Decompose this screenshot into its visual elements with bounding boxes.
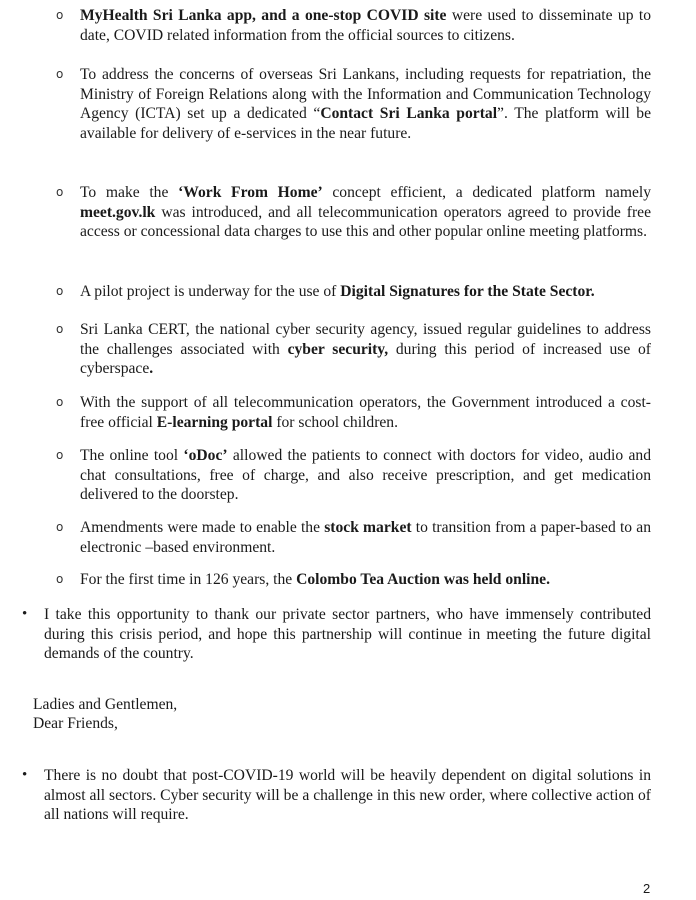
bold-text: MyHealth Sri Lanka app, and a one-stop COVID site (80, 7, 447, 24)
salutation-line-1: Ladies and Gentlemen, (33, 696, 178, 713)
bold-text: meet.gov.lk (80, 203, 156, 221)
body-text: ”. The platform will be available for delivery of e-services in the near future. (80, 105, 652, 142)
body-text: Amendments were made to enable the (80, 519, 325, 536)
hollow-bullet-icon: o (56, 448, 64, 462)
hollow-bullet-icon: o (56, 520, 64, 534)
sub-bullet-item (56, 6, 651, 45)
sub-bullet-item (56, 446, 651, 505)
body-text: to transition from a paper-based to an electronic –based environment. (80, 519, 652, 556)
bold-text: ‘Work From Home’ (178, 184, 323, 201)
hollow-bullet-icon: o (56, 67, 64, 81)
main-bullet-item (22, 766, 651, 825)
bold-text: ‘oDoc’ (183, 447, 228, 464)
bold-text: . (149, 360, 154, 378)
body-text: I take this opportunity to thank our private sector partners, who have immensely contributed during this crisis period, and hope this partnership will continue in meeting the future digital demands of the country. (44, 606, 651, 663)
body-text: were used to disseminate up to date, COVID related information from the official sources to citizens. (80, 7, 651, 44)
main-bullet-item (22, 605, 651, 664)
hollow-bullet-icon: o (56, 395, 64, 409)
hollow-bullet-icon: o (56, 185, 64, 199)
body-text: was introduced, and all telecommunication operators agreed to provide free access or concessional data charges to use this and other popular online meeting platforms. (80, 203, 651, 241)
body-text: The online tool (80, 447, 184, 464)
bold-text: Colombo Tea Auction was held online. (296, 571, 550, 588)
hollow-bullet-icon: o (56, 572, 64, 586)
salutation-line-2: Dear Friends, (33, 715, 118, 732)
body-text: To address the concerns of overseas Sri Lankans, including requests for repatriation, the Ministry of Foreign Relations along with the Information and Communication Technology Agency (ICTA) set up a dedicated “ (80, 66, 651, 123)
body-text: A pilot project is underway for the use of (80, 283, 341, 300)
bullet-icon: • (22, 767, 28, 783)
bold-text: Digital Signatures for the State Sector. (340, 283, 595, 300)
bold-text: Contact Sri Lanka portal (320, 105, 498, 123)
sub-bullet-item (56, 282, 651, 302)
sub-bullet-item (56, 65, 652, 143)
body-text: for school children. (272, 413, 399, 431)
hollow-bullet-icon: o (56, 284, 64, 298)
body-text: concept efficient, a dedicated platform namely (322, 184, 651, 201)
hollow-bullet-icon: o (56, 8, 64, 22)
hollow-bullet-icon: o (56, 322, 64, 336)
sub-bullet-item (56, 393, 651, 432)
body-text: There is no doubt that post-COVID-19 world will be heavily dependent on digital solutions in almost all sectors. Cyber security will be a challenge in this new order, where collective action of all nations will require. (44, 767, 651, 824)
body-text: during this period of increased use of cyberspace (80, 340, 651, 378)
bullet-icon: • (22, 606, 28, 622)
body-text: allowed the patients to connect with doctors for video, audio and chat consultations, free of charge, and also receive prescription, and get medication delivered to the doorstep. (80, 447, 651, 504)
bold-text: stock market (324, 519, 412, 536)
body-text: Sri Lanka CERT, the national cyber security agency, issued regular guidelines to address the challenges associated with (80, 321, 651, 358)
sub-bullet-item (56, 183, 651, 242)
bold-text: E-learning portal (156, 413, 273, 431)
body-text: With the support of all telecommunication operators, the Government introduced a cost-free official (80, 394, 651, 431)
sub-bullet-item (56, 320, 651, 379)
bold-text: cyber security, (287, 340, 389, 358)
sub-bullet-item (56, 518, 652, 557)
body-text: For the first time in 126 years, the (80, 571, 297, 588)
body-text: To make the (80, 184, 179, 201)
page-number: 2 (643, 881, 651, 896)
sub-bullet-item (56, 570, 651, 590)
